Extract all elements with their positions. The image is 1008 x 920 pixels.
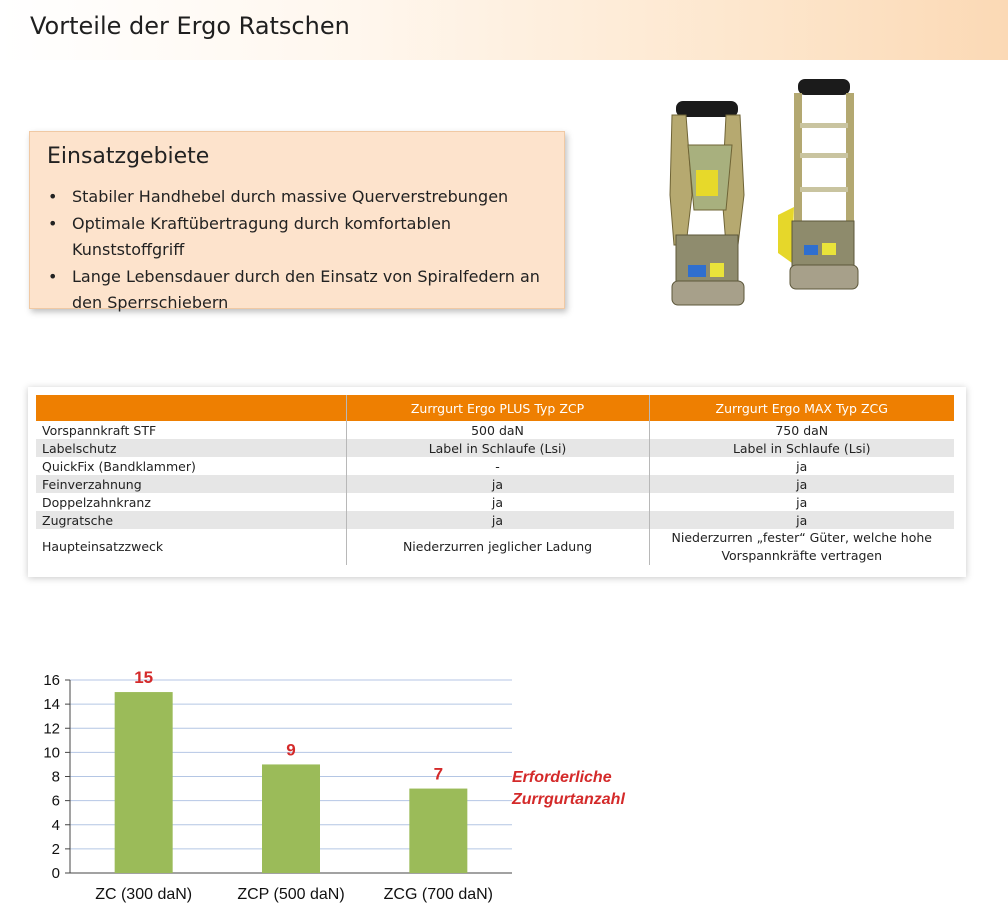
- y-tick-label: 14: [43, 696, 60, 714]
- table-row: [36, 457, 954, 475]
- table-row: [36, 475, 954, 493]
- table-cell: ja: [649, 511, 954, 529]
- einsatz-title: Einsatzgebiete: [47, 144, 210, 169]
- y-tick-label: 6: [51, 792, 60, 810]
- bar: [262, 764, 320, 873]
- y-tick-label: 0: [51, 865, 60, 882]
- table-cell: ja: [346, 475, 649, 493]
- table-cell: 750 daN: [649, 421, 954, 439]
- data-label: 15: [134, 668, 154, 688]
- spec-table: [36, 395, 954, 565]
- table-cell: ja: [346, 493, 649, 511]
- table-cell: Vorspannkraft STF: [42, 422, 157, 438]
- list-item: • Optimale Kraftübertragung durch komfortablen Kunststoffgriff: [48, 211, 558, 264]
- table-cell: ja: [649, 493, 954, 511]
- table-header-cell: [36, 395, 346, 421]
- y-tick-label: 4: [51, 816, 60, 834]
- data-label: 7: [433, 764, 444, 784]
- bar: [115, 692, 173, 873]
- chart-annotation: Zurrgurtanzahl: [512, 791, 625, 808]
- y-tick-label: 12: [43, 720, 60, 738]
- y-tick-label: 10: [43, 744, 60, 762]
- table-cell: Labelschutz: [36, 439, 346, 457]
- table-cell: Niederzurren „fester“ Güter, welche hohe Vorspannkräfte vertragen: [649, 529, 954, 565]
- table-cell: Zugratsche: [36, 511, 346, 529]
- table-cell: ja: [649, 457, 954, 475]
- table-header-cell: Zurrgurt Ergo MAX Typ ZCG: [649, 395, 954, 421]
- chart-annotation: Erforderliche: [512, 769, 612, 786]
- y-tick-label: 16: [43, 672, 60, 689]
- list-item: • Stabiler Handhebel durch massive Querverstrebungen: [48, 184, 558, 211]
- ratchet-image-2: [778, 79, 858, 289]
- table-cell: Doppelzahnkranz: [42, 494, 151, 510]
- list-item: • Lange Lebensdauer durch den Einsatz von Spiralfedern an den Sperrschiebern: [48, 264, 558, 317]
- x-tick-label: ZCG (700 daN): [383, 886, 494, 903]
- table-cell: -: [346, 457, 649, 475]
- bar-chart: [30, 660, 690, 910]
- table-cell: Label in Schlaufe (Lsi): [649, 439, 954, 457]
- table-header-row: [36, 395, 954, 421]
- table-cell: 500 daN: [346, 421, 649, 439]
- einsatz-box: [29, 131, 565, 312]
- table-row: [36, 493, 954, 511]
- table-cell: Niederzurren jeglicher Ladung: [346, 529, 649, 565]
- table-cell: QuickFix (Bandklammer): [42, 458, 196, 474]
- y-tick-label: 2: [51, 840, 60, 858]
- einsatz-list: [48, 184, 558, 317]
- ratchet-photo: [660, 75, 880, 315]
- table-cell: Feinverzahnung: [36, 475, 346, 493]
- y-tick-label: 8: [51, 768, 60, 786]
- table-cell: Label in Schlaufe (Lsi): [346, 439, 649, 457]
- table-header-cell: Zurrgurt Ergo PLUS Typ ZCP: [346, 395, 649, 421]
- data-label: 9: [286, 740, 296, 760]
- table-cell: ja: [346, 511, 649, 529]
- bar: [409, 789, 467, 873]
- table-cell: Haupteinsatzzweck: [42, 539, 164, 554]
- x-tick-label: ZC (300 daN): [95, 886, 193, 903]
- spec-table-card: [28, 387, 966, 577]
- page-title: Vorteile der Ergo Ratschen: [30, 12, 350, 40]
- table-row: [36, 421, 954, 439]
- table-row: [36, 439, 954, 457]
- table-row: [36, 511, 954, 529]
- table-row: [36, 529, 954, 565]
- ratchet-image-1: [670, 101, 744, 305]
- x-tick-label: ZCP (500 daN): [237, 886, 345, 903]
- table-cell: ja: [649, 475, 954, 493]
